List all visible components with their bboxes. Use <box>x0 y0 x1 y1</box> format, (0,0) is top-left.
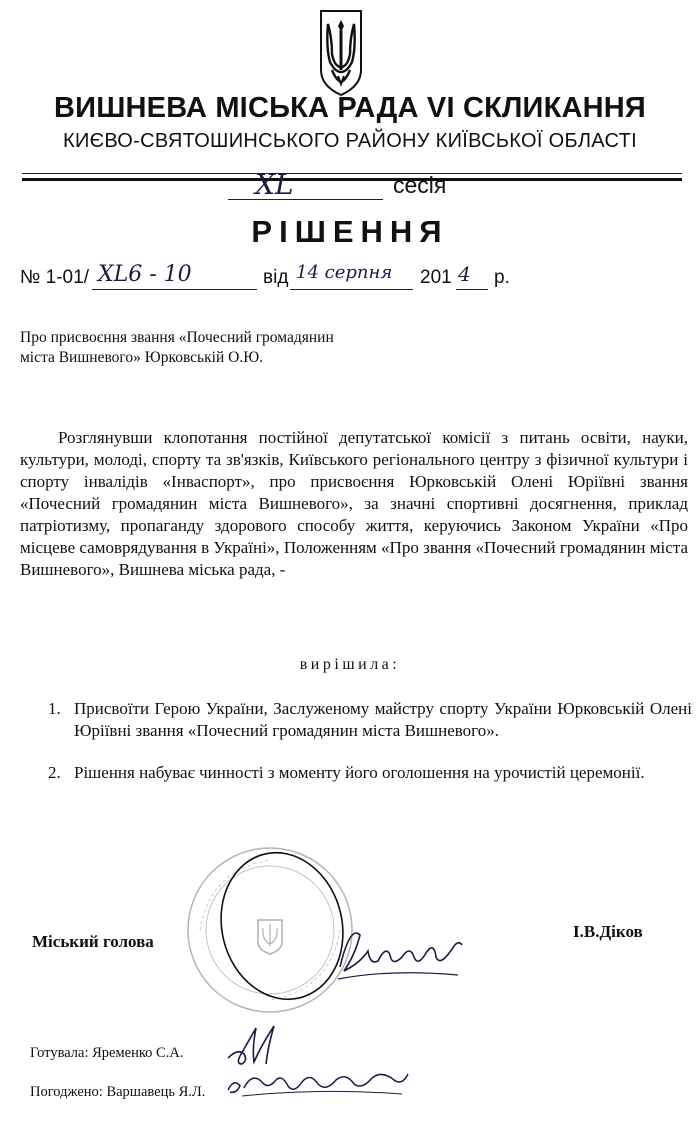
decision-number-underline <box>92 289 257 290</box>
decision-year-digit: 4 <box>458 262 471 286</box>
decision-date-prefix: від <box>263 267 289 288</box>
session-number: XL <box>255 168 294 201</box>
approved-signature-icon <box>222 1064 412 1100</box>
mayor-signature-icon <box>330 905 470 995</box>
decision-date: 14 серпня <box>296 262 393 283</box>
subject-line-1: Про присвоєння звання «Почесний громадянин <box>20 329 334 346</box>
decision-number: XL6 - 10 <box>98 262 192 287</box>
trident-emblem-icon <box>318 8 364 98</box>
subject-line-2: міста Вишневого» Юрковській О.Ю. <box>20 349 263 366</box>
prepared-signature-icon <box>222 1018 282 1070</box>
header-rule-thick <box>22 178 682 181</box>
resolution-item-text: Рішення набуває чинності з моменту його оголошення на урочистій церемонії. <box>74 763 645 782</box>
mayor-title: Міський голова <box>32 932 154 951</box>
council-title: ВИШНЕВА МІСЬКА РАДА VI СКЛИКАННЯ <box>54 92 646 124</box>
resolution-item-text: Присвоїти Герою України, Заслуженому майстру спорту України Юрковській Олені Юріївні звання «Почесний громадянин міста Вишневого». <box>74 699 692 740</box>
approved-by: Погоджено: Варшавець Я.Л. <box>30 1084 206 1100</box>
resolution-item-number: 1. <box>48 699 61 718</box>
resolution-item <box>48 698 692 742</box>
preamble-paragraph: Розглянувши клопотання постійної депутатської комісії з питань освіти, науки, культури, молоді, спорту та зв'язків, Київського регіонального центру з фізичної культури і спорту інвалідів «Інваспорт», про присвоєння Юрковській Олені Юріївні звання «Почесний громадянин міста Вишневого», за значні спортивні досягнення, приклад патріотизму, пропаганду здорового способу життя, керуючись Законом України «Про місцеве самоврядування в Україні», Положенням «Про звання «Почесний громадянин міста Вишневого», Вишнева міська рада, - <box>20 428 688 579</box>
resolution-item <box>48 762 692 784</box>
decision-subject <box>20 328 334 368</box>
header-rule-thin <box>22 173 682 174</box>
resolved-label: вирішила: <box>299 656 401 673</box>
resolution-item-number: 2. <box>48 763 61 782</box>
council-subtitle: КИЄВО-СВЯТОШИНСЬКОГО РАЙОНУ КИЇВСЬКОЇ ОБЛАСТІ <box>63 130 637 152</box>
decision-year-underline <box>456 289 488 290</box>
decision-year-suffix: р. <box>494 267 510 288</box>
session-underline <box>228 199 383 200</box>
prepared-by: Готувала: Яременко С.А. <box>30 1045 184 1061</box>
decision-number-prefix: № 1-01/ <box>20 267 89 288</box>
decision-title: РІШЕННЯ <box>251 214 449 249</box>
session-label: сесія <box>393 172 447 198</box>
mayor-name: І.В.Діков <box>573 922 643 941</box>
decision-date-underline <box>290 289 413 290</box>
decision-year-prefix: 201 <box>420 267 452 288</box>
